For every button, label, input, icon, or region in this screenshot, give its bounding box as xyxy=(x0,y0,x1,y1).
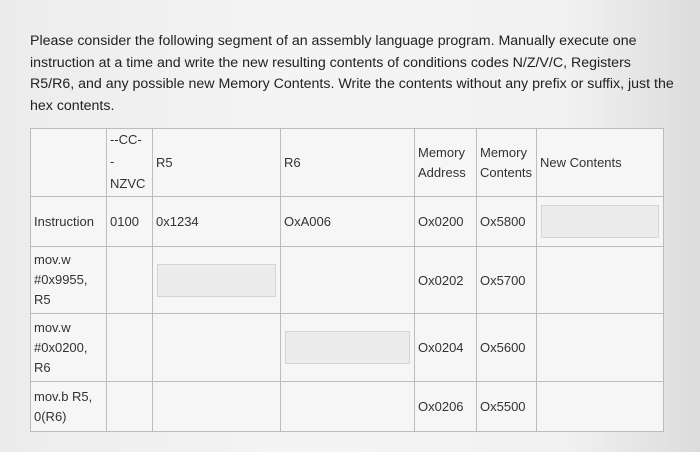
instruction-line: R5 xyxy=(34,292,51,307)
header-memory-contents-line1: Memory xyxy=(480,144,527,160)
instruction-line: mov.w xyxy=(34,319,71,335)
memory-address: Ox0206 xyxy=(415,382,477,432)
header-cc-cell xyxy=(107,129,153,197)
header-r5: R5 xyxy=(153,129,281,197)
header-memory-address-line1: Memory xyxy=(418,144,465,160)
instruction-line: 0(R6) xyxy=(34,408,67,424)
header-new-contents: New Contents xyxy=(537,129,664,197)
instruction-row xyxy=(31,247,664,314)
initial-label: Instruction xyxy=(31,197,107,247)
initial-r5: 0x1234 xyxy=(153,197,281,247)
question-prompt: Please consider the following segment of an assembly language program. Manually execute one instruction at a time and write the new resulting contents of conditions codes N/Z/V/C, Registers R5/R6, and any possible new Memory Contents. Write the contents without any prefix or suffix, just the hex contents. xyxy=(30,33,674,114)
new-contents-input[interactable] xyxy=(541,205,659,238)
cc-answer-cell xyxy=(107,247,153,314)
new-contents-cell xyxy=(537,247,664,314)
instruction-cell xyxy=(31,314,107,382)
cc-header-line2: - xyxy=(110,154,115,169)
r6-answer-cell xyxy=(281,382,415,432)
r6-answer-input[interactable] xyxy=(285,331,410,364)
cc-header-line3: NZVC xyxy=(110,176,146,191)
instruction-line: mov.b R5, xyxy=(34,388,93,404)
instruction-line: #0x0200, xyxy=(34,339,88,355)
instruction-line: R6 xyxy=(34,359,51,375)
initial-r6: OxA006 xyxy=(281,197,415,247)
cc-header-line1: --CC- xyxy=(110,132,142,147)
header-row xyxy=(31,129,664,197)
initial-contents: Ox5800 xyxy=(477,197,537,247)
memory-address: Ox0202 xyxy=(415,247,477,314)
execution-table xyxy=(30,128,664,432)
new-contents-cell xyxy=(537,382,664,432)
r6-answer-cell xyxy=(281,314,415,382)
memory-address: Ox0204 xyxy=(415,314,477,382)
initial-cc: 0100 xyxy=(107,197,153,247)
memory-contents: Ox5600 xyxy=(477,314,537,382)
instruction-cell xyxy=(31,247,107,314)
cc-answer-cell xyxy=(107,314,153,382)
instruction-row xyxy=(31,314,664,382)
header-memory-contents-line2: Contents xyxy=(480,164,533,180)
cc-answer-cell xyxy=(107,382,153,432)
memory-contents: Ox5700 xyxy=(477,247,537,314)
instruction-cell xyxy=(31,382,107,432)
r6-answer-cell xyxy=(281,247,415,314)
instruction-line: mov.w xyxy=(34,252,71,267)
r5-answer-cell xyxy=(153,382,281,432)
memory-contents: Ox5500 xyxy=(477,382,537,432)
header-memory-contents xyxy=(477,129,537,197)
new-contents-cell xyxy=(537,314,664,382)
initial-state-row xyxy=(31,197,664,247)
instruction-line: #0x9955, xyxy=(34,272,88,287)
instruction-row xyxy=(31,382,664,432)
header-memory-address-line2: Address xyxy=(418,164,466,180)
r5-answer-input[interactable] xyxy=(157,264,276,297)
initial-address: Ox0200 xyxy=(415,197,477,247)
initial-new-contents-cell xyxy=(537,197,664,247)
r5-answer-cell xyxy=(153,314,281,382)
header-r6: R6 xyxy=(281,129,415,197)
r5-answer-cell xyxy=(153,247,281,314)
header-instruction-cell xyxy=(31,129,107,197)
header-memory-address xyxy=(415,129,477,197)
